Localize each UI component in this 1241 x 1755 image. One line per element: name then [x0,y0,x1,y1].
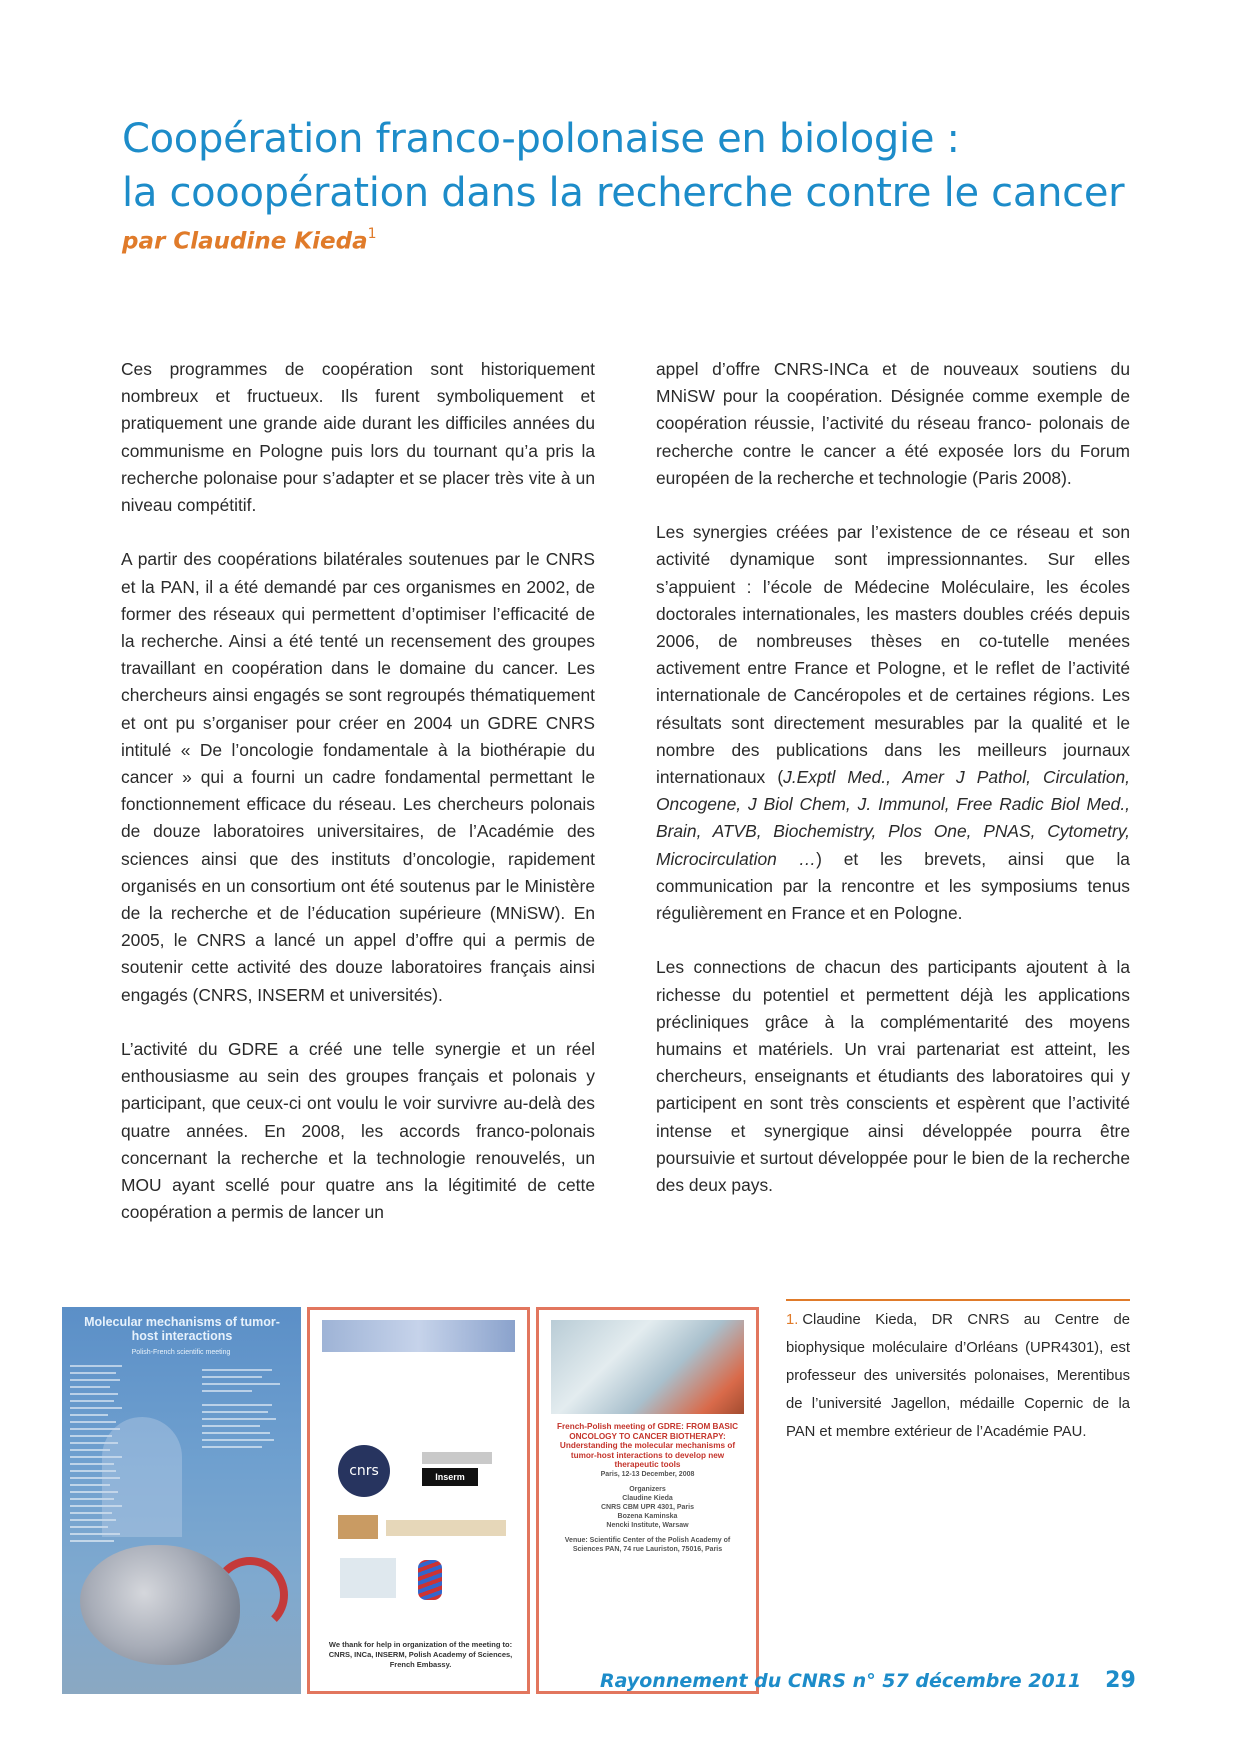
title-line-2: la cooopération dans la recherche contre le cancer [122,170,1125,216]
paragraph: L’activité du GDRE a créé une telle synergie et un réel enthousiasme au sein des groupes français et polonais y participant, que ceux-ci ont voulu le voir survivre au-delà des quatre années. En 2008, les accords franco-polonais concernant la recherche et la technologie renouvelés, un MOU ayant scellé pour quatre ans la légitimité de cette coopération a permis de lancer un [121,1039,595,1223]
poster-thanks-text: We thank for help in organization of the meeting to: CNRS, INCa, INSERM, Polish Academy of Sciences, French Embassy. [328,1640,513,1669]
poster-lab-photo [551,1320,744,1414]
poster-organizers-label: Organizers [629,1485,666,1493]
journal-list: J.Exptl Med., Amer J Pathol, Circulation, Oncogene, J Biol Chem, J. Immunol, Free Radic Biol Med., Brain, ATVB, Biochemistry, Plos One, PNAS, Cytometry, Microcirculation … [656,767,1130,869]
paragraph: A partir des coopérations bilatérales soutenues par le CNRS et la PAN, il a été demandé par ces organismes en 2002, de former des réseaux qui permettent d’optimiser l’efficacité de la recherche. Ainsi a été tenté un recensement des groupes travaillant en coopération dans le domaine du cancer. Les chercheurs ainsi engagés se sont regroupés thématiquement et ont pu s’organiser pour créer en 2004 un GDRE CNRS intitulé « De l’oncologie fondamentale à la biothérapie du cancer » qui a fourni un cadre fondamental permettant le fonctionnement efficace du réseau. Les chercheurs polonais de douze laboratoires universitaires, de l’Académie des sciences ainsi que des instituts d’oncologie, rapidement organisés en un consortium ont été soutenus par le Ministère de la recherche et de l’éducation supérieure (MNiSW). En 2005, le CNRS a lancé un appel d’offre qui a permis de soutenir cette activité des douze laboratoires français ainsi engagés (CNRS, INSERM et universités). [121,549,595,1005]
author-name: par Claudine Kieda [122,228,368,255]
article-title [122,112,1162,220]
inserm-logo: Inserm [422,1468,478,1486]
footnote-number: 1. [786,1312,799,1328]
academy-logo [338,1515,378,1539]
page-footer [600,1668,1136,1693]
left-column [121,356,595,1254]
title-line-1: Coopération franco-polonaise en biologie : [122,116,960,162]
poster-subtitle: Polish-French scientific meeting [131,1349,231,1356]
poster-date: Paris, 12-13 December, 2008 [600,1470,695,1478]
paragraph-text-end: ) et les brevets, ainsi que la communication par la rencontre et les symposiums tenus régulièrement en France et en Pologne. [656,848,1130,924]
footnote-text: Claudine Kieda, DR CNRS au Centre de biophysique moléculaire d’Orléans (UPR4301), est professeur des universités polonaises, Merentibus de l’université Jagellon, médaille Copernic de la PAN et membre extérieur de l’Académie PAU. [786,1312,1130,1440]
embassy-logo [386,1520,506,1536]
poster-building-image [102,1417,182,1537]
paragraph-with-journals [656,519,1130,927]
journal-issue: Rayonnement du CNRS n° 57 décembre 2011 [600,1670,1082,1692]
poster-molecule-image [212,1557,288,1633]
byline [122,228,377,255]
paragraph: Ces programmes de coopération sont historiquement nombreux et fructueux. Ils furent symboliquement et pratiquement une grande aide durant les difficiles années du communisme en Pologne puis lors du tournant qu’a pris la recherche polonaise pour s’adapter et se placer très vite à un niveau compétitif. [121,359,595,516]
poster-organizer-affiliation: CNRS CBM UPR 4301, Paris [601,1503,694,1511]
footnote-divider [786,1299,1130,1301]
poster-sponsors [307,1307,530,1694]
poster-gdre-meeting [536,1307,759,1694]
paragraph-text-start: Les synergies créées par l’existence de ce réseau et son activité dynamique sont impressionnantes. Sur elles s’appuient : l’école de Médecine Moléculaire, les écoles doctorales internationales, les masters doubles créés depuis 2006, de nombreuses thèses en co-tutelle menées activement entre France et Pologne, et le reflet de l’activité internationale de Cancéropoles et de certaines régions. Les résultats sont directement mesurables par la qualité et le nombre des publications dans les meilleurs journaux internationaux ( [656,522,1130,788]
paragraph: Les connections de chacun des participants ajoutent à la richesse du potentiel et permettent déjà les applications précliniques grâce à la complémentarité des moyens humains et matériels. Un vrai partenariat est atteint, les chercheurs, enseignants et étudiants des laboratoires qui y participent en sont très conscients et espèrent que l’activité intense et synergique ainsi développée pourra être poursuivie et surtout développée pour le bien de la recherche des deux pays. [656,957,1130,1196]
poster-venue: Venue: Scientific Center of the Polish Academy of Sciences PAN, 74 rue Lauriston, 75016, Paris [564,1536,731,1553]
poster-banner-image [322,1320,515,1352]
lab-image [340,1558,396,1598]
page-number: 29 [1105,1668,1136,1693]
poster-title: Molecular mechanisms of tumor-host interactions [84,1315,280,1343]
poster-organizer-affiliation: Nencki Institute, Warsaw [606,1521,689,1529]
institute-logo [422,1452,492,1464]
poster-organizer-name: Bozena Kaminska [617,1512,678,1520]
paragraph: appel d’offre CNRS-INCa et de nouveaux soutiens du MNiSW pour la coopération. Désignée comme exemple de coopération réussie, l’activité du réseau franco- polonais de recherche contre le cancer a été exposée lors du Forum européen de la recherche et technologie (Paris 2008). [656,359,1130,488]
poster-meeting-title: French-Polish meeting of GDRE: FROM BASIC ONCOLOGY TO CANCER BIOTHERAPY: Understanding the molecular mechanisms of tumor-host interactions to develop new therapeutic tools [556,1422,739,1470]
footnote-marker: 1 [367,226,377,242]
right-column [656,356,1130,1226]
poster-body [549,1422,746,1554]
poster-molecular-mechanisms [62,1307,301,1694]
cnrs-logo: cnrs [338,1445,390,1497]
footnote [786,1306,1130,1446]
dna-image [418,1560,442,1600]
poster-organizer-name: Claudine Kieda [622,1494,673,1502]
poster-venue-info [202,1369,288,1453]
